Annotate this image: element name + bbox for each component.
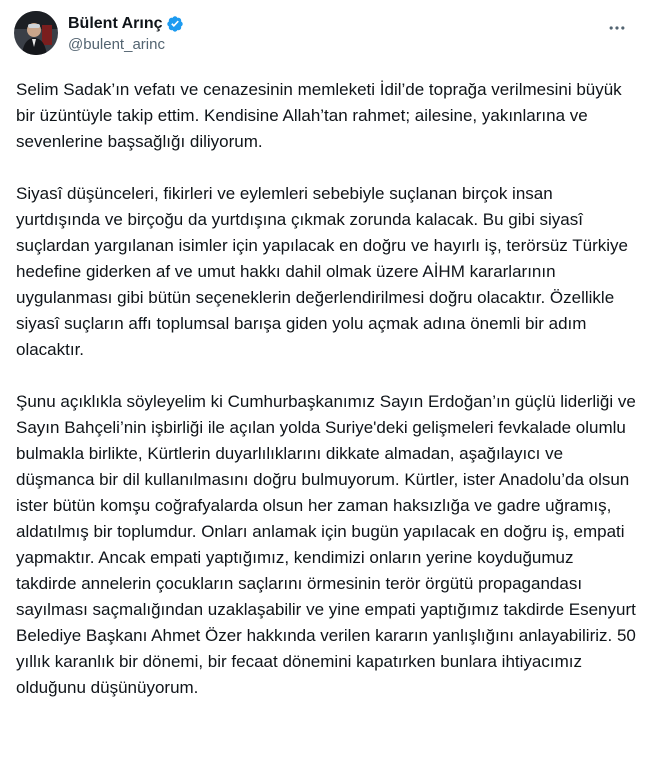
tweet-paragraph: Siyasî düşünceleri, fikirleri ve eylemleri sebebiyle suçlanan birçok insan yurtdışında ve birçoğu da yurtdışına çıkmak zorunda kalacak. Bu gibi siyasî suçlardan yargılanan isimler için yapılacak en doğru ve hayırlı iş, terörsüz Türkiye hedefine giderken af ve umut hakkı dahil olmak üzere AİHM kararlarının uygulanması gibi bütün seçeneklerin değerlendirilmesi doğru olacaktır. Özellikle siyasî suçların affı toplumsal barışa giden yolu açmak adına önemli bir adım olacaktır.	[16, 184, 628, 359]
avatar[interactable]	[14, 11, 58, 55]
tweet-paragraph: Şunu açıklıkla söyleyelim ki Cumhurbaşkanımız Sayın Erdoğan’ın güçlü liderliği ve Sayın Bahçeli’nin işbirliği ile açılan yolda Suriye'deki gelişmeleri fevkalade olumlu bulmakla birlikte, Kürtlerin duyarlılıklarını dikkate almadan, aşağılayıcı ve düşmanca bir dil kullanılmasını doğru bulmuyorum. Kürtler, ister Anadolu’da olsun ister bütün komşu coğrafyalarda olsun her zaman haksızlığa ve gadre uğramış, aldatılmış bir toplumdur. Onları anlamak için bugün yapılacak en doğru iş, empati yapmaktır. Ancak empati yaptığımız, kendimizi onların yerine koyduğumuz takdirde annelerin çocukların saçlarını örmesinin terör örgütü propagandası sayılması saçmalığından uzaklaşabilir ve yine empati yaptığımız takdirde Esenyurt Belediye Başkanı Ahmet Özer hakkında verilen kararın yanlışlığını anlayabiliriz. 50 yıllık karanlık bir dönemi, bir fecaat dönemini kapatırken bunlara ihtiyacımız olduğunu düşünüyorum.	[16, 392, 636, 697]
tweet-paragraph: Selim Sadak’ın vefatı ve cenazesinin memleketi İdil’de toprağa verilmesini büyük bir üzüntüyle takip ettim. Kendisine Allah’tan rahmet; ailesine, yakınlarına ve sevenlerine başsağlığı diliyorum.	[16, 80, 622, 151]
more-options-icon[interactable]	[603, 14, 631, 42]
tweet-text	[16, 77, 636, 727]
name-row	[68, 14, 184, 34]
author-names	[68, 10, 184, 55]
verified-badge-icon	[166, 15, 184, 33]
display-name[interactable]: Bülent Arınç	[68, 15, 163, 32]
tweet-header	[14, 10, 631, 60]
handle[interactable]: @bulent_arinc	[68, 36, 165, 53]
